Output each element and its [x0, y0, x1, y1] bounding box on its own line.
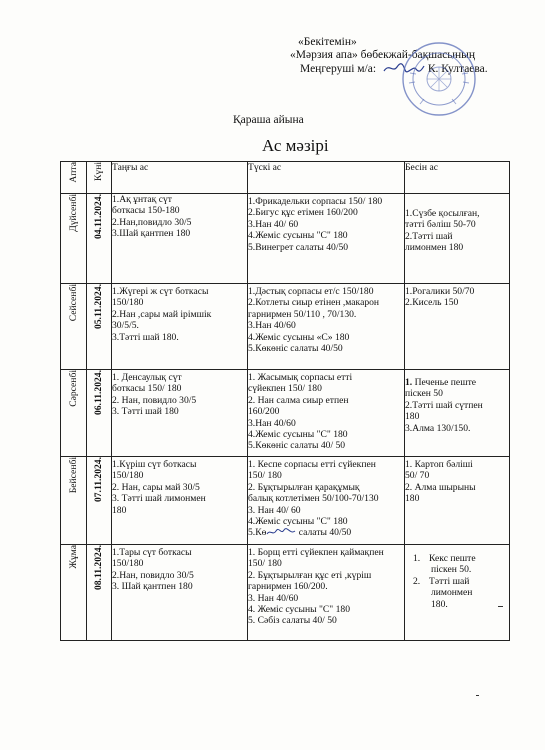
breakfast-cell: 1.Күріш сүт боткасы 150/180 2. Нан, сары май 30/5 3. Тәтті шай лимонмен 180	[112, 457, 248, 545]
menu-table	[60, 161, 510, 641]
week-column-header: Апта	[61, 162, 87, 194]
snack-cell: 1. Печенье пеште піскен 50 2.Тәтті шай сүтпен 180 3.Алма 130/150.	[405, 370, 510, 457]
scan-mark	[476, 695, 479, 696]
breakfast-column-header: Таңғы ас	[112, 162, 248, 194]
date-cell: 06.11.2024.	[87, 370, 112, 457]
lunch-cell: 1.Дәстық сорпасы ет/с 150/180 2.Котлеты сиыр етінен ,макарон гарнирмен 50/110 , 70/130. 3.Нан 40/60 4.Жеміс сусыны «С» 180 5.Көкөніс салаты 40/50	[248, 284, 405, 370]
weekday-cell: Жұма	[61, 545, 87, 641]
table-row	[61, 194, 510, 284]
snack-cell: 1. Картоп бәліші 50/ 70 2. Алма шырыны 180	[405, 457, 510, 545]
snack-cell: 1.Сүзбе қосылған, тәтті бәліш 50-70 2.Тәтті шай лимонмен 180	[405, 194, 510, 284]
lunch-cell: 1. Кеспе сорпасы етті сүйекпен 150/ 180 2. Бұқтырылған қарақұмық балық котлетімен 50/100-70/130 3. Нан 40/ 60 4.Жеміс сусыны "С" 180 5.Кө салаты 40/50	[248, 457, 405, 545]
breakfast-cell: 1.Тары сүт боткасы 150/180 2.Нан, повидло 30/5 3. Шай қантпен 180	[112, 545, 248, 641]
table-row	[61, 457, 510, 545]
breakfast-cell: 1.Жүгері ж сүт боткасы 150/180 2.Нан ,сары май ірімшік 30/5/5. 3.Тәтті шай 180.	[112, 284, 248, 370]
table-row	[61, 284, 510, 370]
lunch-column-header: Түскі ас	[248, 162, 405, 194]
head-name: К. Култаева.	[427, 63, 488, 75]
weekday-cell: Сейсенбі	[61, 284, 87, 370]
breakfast-cell: 1. Денсаулық сүт боткасы 150/ 180 2. Нан, повидло 30/5 3. Тәтті шай 180	[112, 370, 248, 457]
date-cell: 07.11.2024.	[87, 457, 112, 545]
head-prefix: Меңгеруші м/а:	[300, 63, 377, 75]
date-cell: 04.11.2024.	[87, 194, 112, 284]
date-cell: 05.11.2024.	[87, 284, 112, 370]
breakfast-cell: 1.Ақ ұнтақ сүт боткасы 150-180 2.Нан,повидло 30/5 3.Шай қантпен 180	[112, 194, 248, 284]
lunch-cell: 1.Фрикадельки сорпасы 150/ 180 2.Бигус құс етімен 160/200 3.Нан 40/ 60 4.Жеміс сусыны "С" 180 5.Винегрет салаты 40/50	[248, 194, 405, 284]
weekday-cell: Сәрсенбі	[61, 370, 87, 457]
day-column-header: Күні	[87, 162, 112, 194]
table-row	[61, 545, 510, 641]
weekday-cell: Бейсенбі	[61, 457, 87, 545]
page-title: Ас мәзірі	[262, 136, 329, 155]
table-header-row	[61, 162, 510, 194]
date-cell: 08.11.2024.	[87, 545, 112, 641]
weekday-cell: Дүйсенбі	[61, 194, 87, 284]
org-name: «Мәрзия апа» бөбекжай-бақшасының	[290, 49, 476, 61]
snack-column-header: Бесін ас	[405, 162, 510, 194]
approval-title: «Бекітемін»	[298, 36, 357, 48]
lunch-cell: 1. Жасымық сорпасы етті сүйекпен 150/ 180 2. Нан салма сиыр етпен 160/200 3.Нан 40/60 4.Жеміс сусыны "С" 180 5.Көкөніс салаты 40/ 50	[248, 370, 405, 457]
lunch-cell: 1. Борщ етті сүйекпен қаймақпен 150/ 180 2. Бұқтырылған құс еті ,күріш гарнирмен 160/200. 3. Нан 40/60 4. Жеміс сусыны "С" 180 5. Сәбіз салаты 40/ 50	[248, 545, 405, 641]
scan-mark	[498, 606, 503, 607]
stamp-image	[400, 40, 478, 118]
table-row	[61, 370, 510, 457]
snack-cell: 1. Кекс пеште піскен 50. 2. Тәтті шай лимонмен 180.	[405, 545, 510, 641]
month-label: Қараша айына	[233, 114, 304, 126]
handwritten-correction-image	[266, 527, 296, 537]
snack-cell: 1.Рогалики 50/70 2.Кисель 150	[405, 284, 510, 370]
